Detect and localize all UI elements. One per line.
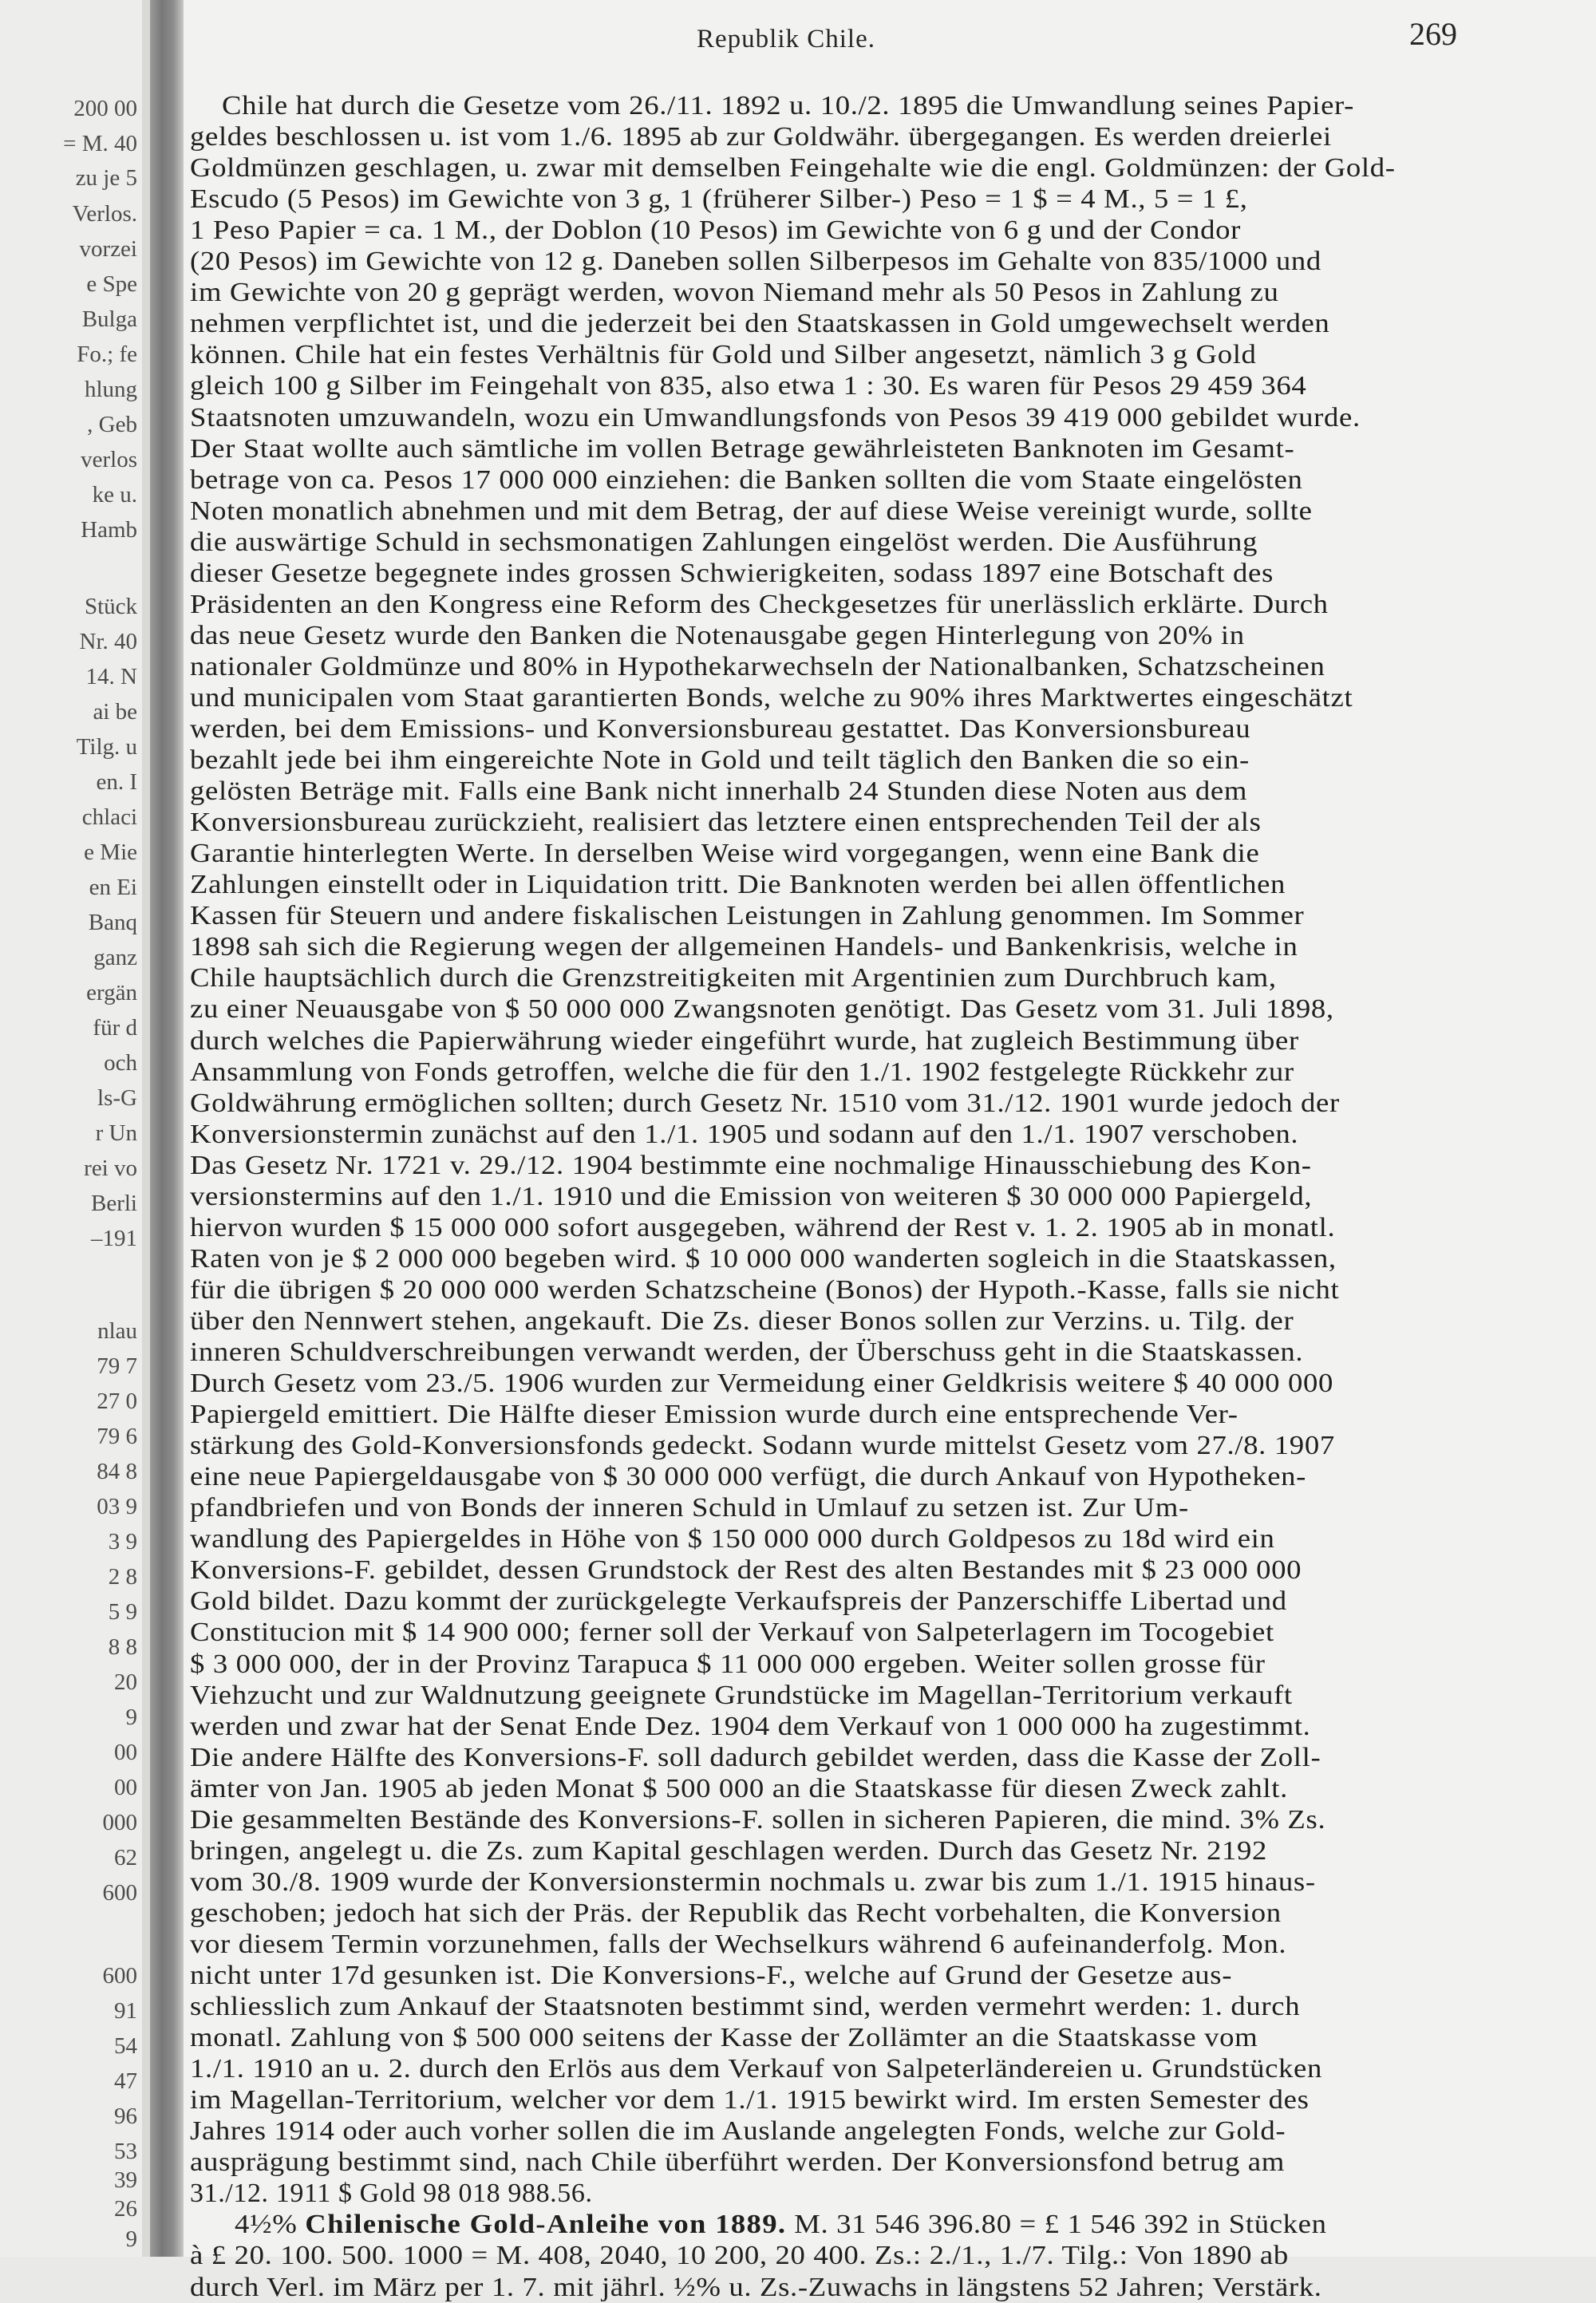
paragraph-line: Jahres 1914 oder auch vorher sollen die im Auslande angelegten Fonds, welche zur Gold- [190,2116,1286,2147]
paragraph-line: vom 30./8. 1909 wurde der Konversionstermin nochmals u. zwar bis zum 1./1. 1915 hinaus- [190,1866,1316,1897]
previous-page-fragment: 00 [114,1775,137,1800]
loan-rate: 4½% [235,2210,306,2240]
previous-page-fragment: 600 [102,1963,137,1989]
paragraph-line: Durch Gesetz vom 23./5. 1906 wurden zur Vermeidung einer Geldkrisis weitere $ 40 000 000 [190,1369,1334,1399]
paragraph-line: Chile hat durch die Gesetze vom 26./11. 1892 u. 10./2. 1895 die Umwandlung seines Papier- [222,91,1355,120]
previous-page-fragment: 14. N [85,664,137,689]
previous-page-fragment: 2 8 [108,1564,137,1590]
previous-page-fragment: e Spe [86,271,137,297]
previous-page-fragment: 000 [102,1810,137,1835]
previous-page-fragment: Hamb [81,517,137,543]
loan-amount: M. 31 546 396.80 = £ 1 546 392 in Stücken [786,2210,1327,2240]
paragraph-line: vor diesem Termin vorzunehmen, falls der Wechselkurs während 6 aufeinanderfolg. Mon. [190,1929,1287,1959]
paragraph-line: 1./1. 1910 an u. 2. durch den Erlös aus dem Verkauf von Salpeterländereien u. Grundstücken [190,2054,1323,2084]
previous-page-fragment: verlos [81,447,137,472]
paragraph-line: Gold bildet. Dazu kommt der zurückgelegte Verkaufspreis der Panzerschiffe Libertad und [190,1586,1287,1617]
paragraph-line: über den Nennwert stehen, angekauft. Die Zs. dieser Bonos sollen zur Verzins. u. Tilg. der [190,1306,1294,1336]
previous-page-fragment: e Mie [84,839,137,865]
paragraph-line: pfandbriefen und von Bonds der inneren Schuld in Umlauf zu setzen ist. Zur Um- [190,1493,1189,1523]
previous-page-fragment: 79 6 [97,1424,137,1449]
previous-page-fragment: 200 00 [73,96,137,121]
previous-page-fragment: 600 [102,1880,137,1906]
paragraph-line: 1 Peso Papier = ca. 1 M., der Doblon (10 Pesos) im Gewichte von 6 g und der Condor [190,215,1242,246]
paragraph-line: bringen, angelegt u. die Zs. zum Kapital geschlagen werden. Durch das Gesetz Nr. 2192 [190,1835,1268,1866]
paragraph-line: Constitucion mit $ 14 900 000; ferner soll der Verkauf von Salpeterlagern im Tocogebiet [190,1618,1274,1648]
previous-page-fragment: 27 0 [97,1389,137,1414]
paragraph-line: geldes beschlossen u. ist vom 1./6. 1895 ab zur Goldwähr. übergegangen. Es werden dreierlei [190,122,1332,152]
previous-page-fragment: Stück [84,594,137,619]
previous-page-fragment: 91 [114,1998,137,2024]
previous-page-fragment: zu je 5 [75,165,137,191]
previous-page-fragment: 8 8 [108,1634,137,1660]
paragraph-line: $ 3 000 000, der in der Provinz Tarapuca $ 11 000 000 ergeben. Weiter sollen grosse für [190,1649,1266,1679]
previous-page-fragment: 9 [125,1705,137,1730]
previous-page-fragment: für d [93,1015,137,1041]
paragraph-line: zu einer Neuausgabe von $ 50 000 000 Zwangsnoten genötigt. Das Gesetz vom 31. Juli 1898, [190,994,1334,1025]
previous-page-fragment: r Un [95,1120,137,1146]
paragraph-line: Präsidenten an den Kongress eine Reform des Checkgesetzes für unerlässlich erklärte. Durch [190,589,1329,619]
paragraph-line: Goldmünzen geschlagen, u. zwar mit demselben Feingehalte wie die engl. Goldmünzen: der Gold- [190,153,1396,184]
previous-page-fragment: 84 8 [97,1459,137,1484]
paragraph-line: betrage von ca. Pesos 17 000 000 einziehen: die Banken sollten die vom Staate eingelösten [190,464,1303,495]
paragraph-line: Chile hauptsächlich durch die Grenzstreitigkeiten mit Argentinien zum Durchbruch kam, [190,963,1277,993]
paragraph-line: bezahlt jede bei ihm eingereichte Note in Gold und teilt täglich den Banken die so ein- [190,745,1250,776]
paragraph-line: wandlung des Papiergeldes in Höhe von $ 150 000 000 durch Goldpesos zu 18d wird ein [190,1524,1275,1554]
paragraph-line: Escudo (5 Pesos) im Gewichte von 3 g, 1 (früherer Silber-) Peso = 1 $ = 4 M., 5 = 1 £, [190,184,1248,215]
previous-page-fragment: 5 9 [108,1599,137,1625]
previous-page-fragment: 3 9 [108,1529,137,1554]
paragraph-line: schliesslich zum Ankauf der Staatsnoten bestimmt sind, werden vermehrt werden: 1. durch [190,1992,1301,2022]
paragraph-line: dieser Gesetze begegnete indes grossen Schwierigkeiten, sodass 1897 eine Botschaft des [190,558,1274,588]
paragraph-line: Noten monatlich abnehmen und mit dem Betrag, der auf diese Weise vereinigt wurde, sollte [190,496,1313,526]
paragraph-line: werden und zwar hat der Senat Ende Dez. 1904 dem Verkauf von 1 000 000 ha zugestimmt. [190,1711,1311,1741]
paragraph-line: Viehzucht und zur Waldnutzung geeignete Grundstücke im Magellan-Territorium verkauft [190,1680,1293,1710]
previous-page-fragment: chlaci [81,804,137,830]
previous-page-fragment: = M. 40 [63,131,137,156]
previous-page-strip [0,0,142,2257]
paragraph-line: monatl. Zahlung von $ 500 000 seitens der Kasse der Zollämter an die Staatskasse vom [190,2023,1258,2053]
paragraph-line: 31./12. 1911 $ Gold 98 018 988.56. [190,2179,593,2209]
previous-page-fragment: ls-G [97,1085,137,1111]
paragraph-line: eine neue Papiergeldausgabe von $ 30 000 000 verfügt, die durch Ankauf von Hypotheken- [190,1462,1307,1492]
paragraph-line: für die übrigen $ 20 000 000 werden Schatzscheine (Bonos) der Hypoth.-Kasse, falls sie nicht [190,1274,1340,1305]
paragraph-line: Papiergeld emittiert. Die Hälfte dieser Emission wurde durch eine entsprechende Ver- [190,1400,1238,1430]
previous-page-fragment: –191 [91,1226,137,1251]
previous-page-fragment: Berli [91,1191,137,1216]
body-text [184,0,1596,2302]
page-number: 269 [1409,16,1457,52]
paragraph-line: Konversions-F. gebildet, dessen Grundstock der Rest des alten Bestandes mit $ 23 000 000 [190,1555,1302,1586]
loan-entry-line: durch Verl. im März per 1. 7. mit jährl. ½% u. Zs.-Zuwachs in längstens 52 Jahren; Verstärk. [190,2272,1322,2302]
previous-page-fragment: Fo.; fe [77,342,137,367]
previous-page-fragment: 96 [114,2104,137,2129]
paragraph-line: geschoben; jedoch hat sich der Präs. der Republik das Recht vorbehalten, die Konversion [190,1898,1282,1928]
paragraph-line: Staatsnoten umzuwandeln, wozu ein Umwandlungsfonds von Pesos 39 419 000 gebildet wurde. [190,402,1361,433]
previous-page-fragment: Bulga [81,306,137,332]
previous-page-fragment: 62 [114,1845,137,1870]
previous-page-fragment: en Ei [89,875,137,900]
paragraph-line: Raten von je $ 2 000 000 begeben wird. $ 10 000 000 wanderten sogleich in die Staatskassen, [190,1243,1337,1274]
loan-title: Chilenische Gold-Anleihe von 1889. [305,2210,787,2240]
previous-page-fragment: , Geb [87,412,137,437]
previous-page-fragment: och [104,1050,137,1076]
previous-page-fragment: 03 9 [97,1494,137,1519]
paragraph-line: ämter von Jan. 1905 ab jeden Monat $ 500 000 an die Staatskasse für diesen Zweck zahlt. [190,1773,1288,1803]
previous-page-fragment: vorzei [79,236,137,262]
previous-page-fragment: 54 [114,2033,137,2059]
paragraph-line: durch welches die Papierwährung wieder eingeführt wurde, hat zugleich Bestimmung über [190,1025,1299,1056]
paragraph-line: Konversionsbureau zurückzieht, realisiert das letztere einen entsprechenden Teil der als [190,808,1262,838]
paragraph-line: Zahlungen einstellt oder in Liquidation tritt. Die Banknoten werden bei allen öffentlichen [190,870,1286,900]
previous-page-fragment: 9 [125,2226,137,2252]
loan-entry-line [235,2210,1327,2240]
paragraph-line: Goldwährung ermöglichen sollten; durch Gesetz Nr. 1510 vom 31./12. 1901 wurde jedoch der [190,1088,1340,1118]
previous-page-fragment: ai be [93,699,137,725]
paragraph-line: im Gewichte von 20 g geprägt werden, wovon Niemand mehr als 50 Pesos in Zahlung zu [190,278,1279,308]
previous-page-fragment: 79 7 [97,1353,137,1379]
paragraph-line: Konversionstermin zunächst auf den 1./1. 1905 und sodann auf den 1./1. 1907 verschoben. [190,1119,1299,1149]
previous-page-fragment: 20 [114,1669,137,1695]
paragraph-line: inneren Schuldverschreibungen verwandt werden, der Überschuss geht in die Staatskassen. [190,1337,1304,1367]
loan-entry-line: à £ 20. 100. 500. 1000 = M. 408, 2040, 10 200, 20 400. Zs.: 2./1., 1./7. Tilg.: Von 1890 ab [190,2241,1289,2271]
page [184,0,1596,2302]
paragraph-line: 1898 sah sich die Regierung wegen der allgemeinen Handels- und Bankenkrisis, welche in [190,932,1298,962]
paragraph-line: Ansammlung von Fonds getroffen, welche die für den 1./1. 1902 festgelegte Rückkehr zur [190,1057,1294,1087]
previous-page-fragment: Nr. 40 [79,629,137,654]
previous-page-fragment: rei vo [84,1155,137,1181]
paragraph-line: werden, bei dem Emissions- und Konversionsbureau gestattet. Das Konversionsbureau [190,714,1251,744]
paragraph-line: nicht unter 17d gesunken ist. Die Konversions-F., welche auf Grund der Gesetze aus- [190,1961,1233,1990]
previous-page-fragment: Banq [88,910,137,935]
previous-page-fragment: nlau [97,1318,137,1344]
previous-page-fragment: ergän [86,980,137,1005]
paragraph-line: nehmen verpflichtet ist, und die jederzeit bei den Staatskassen in Gold umgewechselt werden [190,309,1330,339]
previous-page-fragment: Tilg. u [76,734,137,760]
previous-page-fragment: 39 [114,2167,137,2193]
previous-page-fragment: 47 [114,2068,137,2094]
paragraph-line: Garantie hinterlegten Werte. In derselben Weise wird vorgegangen, wenn eine Bank die [190,839,1260,869]
paragraph-line: (20 Pesos) im Gewichte von 12 g. Daneben sollen Silberpesos im Gehalte von 835/1000 und [190,247,1321,277]
previous-page-fragment: Verlos. [72,201,137,227]
previous-page-fragment: 26 [114,2196,137,2222]
paragraph-line: ausprägung bestimmt sind, nach Chile überführt werden. Der Konversionsfond betrug am [190,2147,1285,2178]
paragraph-line: gelösten Beträge mit. Falls eine Bank nicht innerhalb 24 Stunden diese Noten aus dem [190,776,1248,807]
previous-page-fragment: ganz [93,945,137,970]
paragraph-line: Die gesammelten Bestände des Konversions-F. sollen in sicheren Papieren, die mind. 3% Zs. [190,1804,1326,1835]
paragraph-line: stärkung des Gold-Konversionsfonds gedeckt. Sodann wurde mittelst Gesetz vom 27./8. 1907 [190,1431,1335,1461]
previous-page-fragment: 53 [114,2139,137,2164]
paragraph-line: Die andere Hälfte des Konversions-F. soll dadurch gebildet werden, dass die Kasse der Zoll- [190,1742,1321,1772]
paragraph-line: das neue Gesetz wurde den Banken die Notenausgabe gegen Hinterlegung von 20% in [190,620,1245,650]
paragraph-line: gleich 100 g Silber im Feingehalt von 835, also etwa 1 : 30. Es waren für Pesos 29 459 364 [190,371,1307,401]
previous-page-fragment: ke u. [92,482,137,508]
paragraph-line: können. Chile hat ein festes Verhältnis für Gold und Silber angesetzt, nämlich 3 g Gold [190,340,1257,370]
previous-page-fragment: hlung [84,377,137,402]
paragraph-line: versionstermins auf den 1./1. 1910 und die Emission von weiteren $ 30 000 000 Papiergeld, [190,1181,1313,1211]
paragraph-line: die auswärtige Schuld in sechsmonatigen Zahlungen eingelöst werden. Die Ausführung [190,527,1258,557]
paragraph-line: und municipalen vom Staat garantierten Bonds, welche zu 90% ihres Marktwertes eingeschätzt [190,682,1353,713]
paragraph-line: im Magellan-Territorium, welcher vor dem 1./1. 1915 bewirkt wird. Im ersten Semester des [190,2085,1310,2115]
previous-page-fragment: en. I [96,769,137,795]
paragraph-line: hiervon wurden $ 15 000 000 sofort ausgegeben, während der Rest v. 1. 2. 1905 ab in monatl. [190,1212,1336,1242]
previous-page-fragment: 00 [114,1740,137,1765]
paragraph-line: Kassen für Steuern und andere fiskalischen Leistungen in Zahlung genommen. Im Sommer [190,901,1305,931]
book-gutter-shadow [150,0,184,2257]
running-head: Republik Chile. [697,25,875,53]
paragraph-line: nationaler Goldmünze und 80% in Hypothekarwechseln der Nationalbanken, Schatzscheinen [190,651,1325,681]
paragraph-line: Das Gesetz Nr. 1721 v. 29./12. 1904 bestimmte eine nochmalige Hinausschiebung des Kon- [190,1150,1312,1180]
paragraph-line: Der Staat wollte auch sämtliche im vollen Betrage gewährleisteten Banknoten im Gesamt- [190,433,1295,464]
